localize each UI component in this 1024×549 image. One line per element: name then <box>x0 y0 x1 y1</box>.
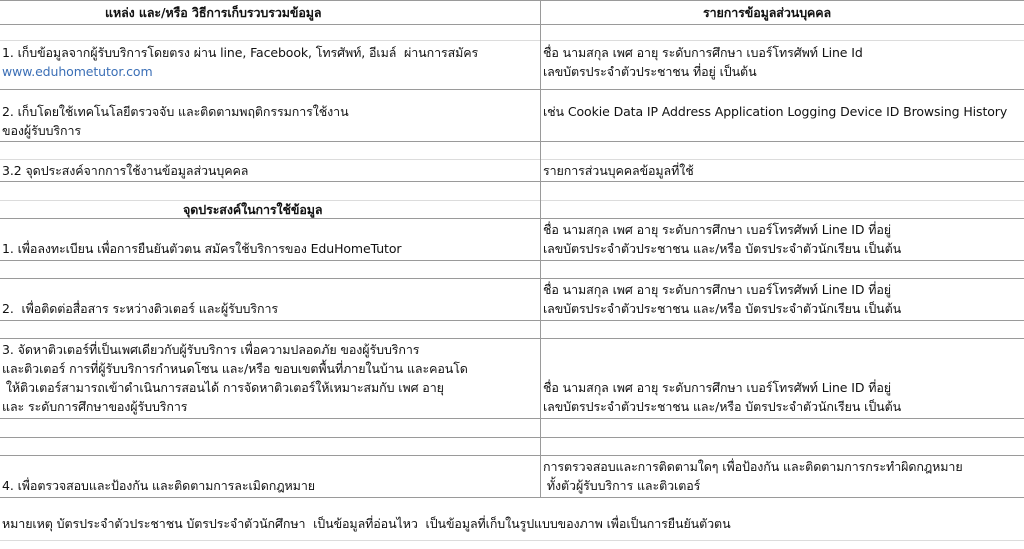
purpose3-text-line4: และ ระดับการศึกษาของผู้รับบริการ <box>2 399 188 414</box>
section-3-2-data-title: รายการส่วนบุคคลข้อมูลที่ใช้ <box>543 163 694 178</box>
purpose1-data-line2: เลขบัตรประจำตัวประชาชน และ/หรือ บัตรประจำตัวนักเรียน เป็นต้น <box>543 241 902 256</box>
purpose1-text: 1. เพื่อลงทะเบียน เพื่อการยืนยันตัวตน สมัครใช้บริการของ EduHomeTutor <box>2 241 402 256</box>
row1-source-text: 1. เก็บข้อมูลจากผู้รับบริการโดยตรง ผ่าน line, Facebook, โทรศัพท์, อีเมล์ ผ่านการสมัคร <box>2 45 479 60</box>
purpose3-text-line3: ให้ติวเตอร์สามารถเข้าดำเนินการสอนได้ การจัดหาติวเตอร์ให้เหมาะสมกับ เพศ อายุ <box>2 380 444 395</box>
purpose4-data-line2: ทั้งตัวผู้รับบริการ และติวเตอร์ <box>543 478 701 493</box>
column-divider <box>540 0 541 497</box>
grid-line <box>0 260 1024 261</box>
purpose1-data-line1: ชื่อ นามสกุล เพศ อายุ ระดับการศึกษา เบอร์โทรศัพท์ Line ID ที่อยู่ <box>543 222 892 237</box>
purpose2-data-line1: ชื่อ นามสกุล เพศ อายุ ระดับการศึกษา เบอร์โทรศัพท์ Line ID ที่อยู่ <box>543 282 892 297</box>
grid-line <box>0 24 1024 25</box>
grid-line <box>0 218 1024 219</box>
grid-line <box>0 200 1024 201</box>
purpose3-data-line2: เลขบัตรประจำตัวประชาชน และ/หรือ บัตรประจำตัวนักเรียน เป็นต้น <box>543 399 902 414</box>
grid-line <box>0 159 1024 160</box>
section-3-2-title: 3.2 จุดประสงค์จากการใช้งานข้อมูลส่วนบุคคล <box>2 163 249 178</box>
grid-line <box>0 320 1024 321</box>
grid-line <box>0 338 1024 339</box>
footer-note: หมายเหตุ บัตรประจำตัวประชาชน บัตรประจำตัวนักศึกษา เป็นข้อมูลที่อ่อนไหว เป็นข้อมูลที่เก็บในรูปแบบของภาพ เพื่อเป็นการยืนยันตัวตน <box>2 516 731 531</box>
grid-line <box>0 418 1024 419</box>
grid-line <box>0 497 1024 498</box>
purpose3-data-line1: ชื่อ นามสกุล เพศ อายุ ระดับการศึกษา เบอร์โทรศัพท์ Line ID ที่อยู่ <box>543 380 892 395</box>
grid-line <box>0 540 1024 541</box>
eduhometutor-link[interactable]: www.eduhometutor.com <box>2 64 153 79</box>
row2-source-line1: 2. เก็บโดยใช้เทคโนโลยีตรวจจับ และติดตามพฤติกรรมการใช้งาน <box>2 104 349 119</box>
row2-data: เช่น Cookie Data IP Address Application Logging Device ID Browsing History <box>543 104 1008 119</box>
purpose3-text-line1: 3. จัดหาติวเตอร์ที่เป็นเพศเดียวกับผู้รับบริการ เพื่อความปลอดภัย ของผู้รับบริการ <box>2 342 420 357</box>
purpose4-data-line1: การตรวจสอบและการติดตามใดๆ เพื่อป้องกัน และติดตามการกระทำผิดกฎหมาย <box>543 459 963 474</box>
purpose-heading: จุดประสงค์ในการใช้ข้อมูล <box>183 202 323 217</box>
row1-data-line1: ชื่อ นามสกุล เพศ อายุ ระดับการศึกษา เบอร์โทรศัพท์ Line Id <box>543 45 863 60</box>
row2-source-line2: ของผู้รับบริการ <box>2 123 81 138</box>
grid-line <box>0 181 1024 182</box>
grid-line <box>0 0 1024 1</box>
grid-line <box>0 40 1024 41</box>
grid-line <box>0 278 1024 279</box>
purpose2-text: 2. เพื่อติดต่อสื่อสาร ระหว่างติวเตอร์ และผู้รับบริการ <box>2 301 279 316</box>
header-source-method: แหล่ง และ/หรือ วิธีการเก็บรวบรวมข้อมูล <box>105 5 322 20</box>
purpose4-text: 4. เพื่อตรวจสอบและป้องกัน และติดตามการละเมิดกฎหมาย <box>2 478 315 493</box>
purpose3-text-line2: และติวเตอร์ การที่ผู้รับบริการกำหนดโซน และ/หรือ ขอบเขตพื้นที่ภายในบ้าน และคอนโด <box>2 361 468 376</box>
grid-line <box>0 437 1024 438</box>
grid-line <box>0 141 1024 142</box>
header-personal-data: รายการข้อมูลส่วนบุคคล <box>703 5 832 20</box>
row1-data-line2: เลขบัตรประจำตัวประชาชน ที่อยู่ เป็นต้น <box>543 64 757 79</box>
grid-line <box>0 89 1024 90</box>
grid-line <box>0 455 1024 456</box>
purpose2-data-line2: เลขบัตรประจำตัวประชาชน และ/หรือ บัตรประจำตัวนักเรียน เป็นต้น <box>543 301 902 316</box>
